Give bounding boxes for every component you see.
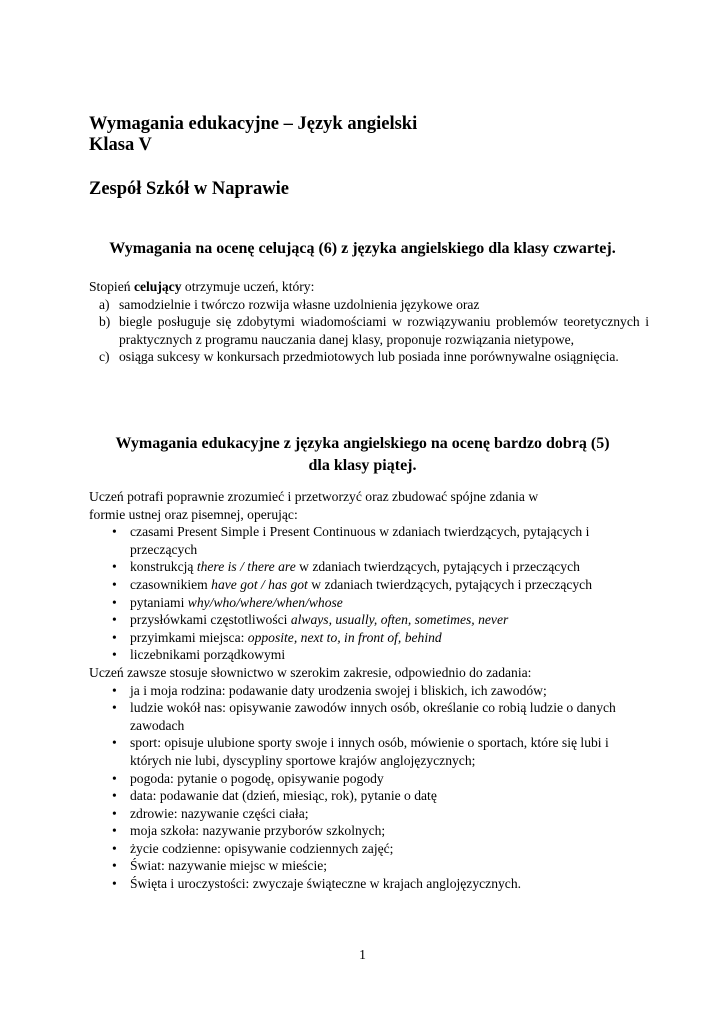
class-title: Klasa V — [89, 135, 152, 155]
bullet-icon: • — [112, 629, 117, 645]
bullet-icon: • — [112, 594, 117, 610]
grammar-list — [89, 523, 649, 664]
bullet-icon: • — [112, 735, 117, 751]
section1-body — [89, 278, 649, 366]
section1-intro: Stopień celujący otrzymuje uczeń, który: — [89, 279, 315, 294]
bullet-icon: • — [112, 682, 117, 698]
bullet-icon: • — [112, 576, 117, 592]
document-title: Wymagania edukacyjne – Język angielski — [89, 114, 418, 134]
section2-heading-line2: dla klasy piątej. — [308, 457, 417, 474]
bullet-icon: • — [112, 770, 117, 786]
bullet-icon: • — [112, 858, 117, 874]
vocab-item: • moja szkoła: nazywanie przyborów szkolnych; — [112, 823, 386, 839]
vocab-item: • ludzie wokół nas: opisywanie zawodów innych osób, określanie co robią ludzie o danych zawodach — [112, 700, 616, 733]
grammar-item: • pytaniami why/who/where/when/whose — [112, 594, 343, 610]
grammar-item: • konstrukcją there is / there are w zdaniach twierdzących, pytających i przeczących — [112, 559, 580, 575]
grammar-item: • czasami Present Simple i Present Continuous w zdaniach twierdzących, pytających i przeczących — [112, 524, 590, 557]
section2-intro-line2: formie ustnej oraz pisemnej, operując: — [89, 506, 298, 522]
vocab-item: • zdrowie: nazywanie części ciała; — [112, 805, 309, 821]
section2-body — [89, 488, 649, 893]
bullet-icon: • — [112, 524, 117, 540]
vocab-intro: Uczeń zawsze stosuje słownictwo w szerokim zakresie, odpowiednio do zadania: — [89, 664, 532, 680]
vocab-item: • pogoda: pytanie o pogodę, opisywanie pogody — [112, 770, 384, 786]
bullet-icon: • — [112, 559, 117, 575]
bullet-icon: • — [112, 612, 117, 628]
criteria-item: a) samodzielnie i twórczo rozwija własne uzdolnienia językowe oraz — [99, 296, 480, 312]
bullet-icon: • — [112, 647, 117, 663]
criteria-list — [89, 296, 649, 366]
criteria-item: b) biegle posługuje się zdobytymi wiadomościami w rozwiązywaniu problemów teoretycznych i praktycznych z programu nauczania danej klasy, proponuje rozwiązania nietypowe, — [99, 314, 649, 347]
vocab-item: • życie codzienne: opisywanie codziennych zajęć; — [112, 840, 394, 856]
grammar-item: • przysłówkami częstotliwości always, usually, often, sometimes, never — [112, 612, 509, 628]
vocab-item: • Świat: nazywanie miejsc w mieście; — [112, 858, 328, 874]
grammar-item: • przyimkami miejsca: opposite, next to, in front of, behind — [112, 629, 442, 645]
bullet-icon: • — [112, 823, 117, 839]
school-name: Zespół Szkół w Naprawie — [89, 179, 289, 199]
vocab-list — [89, 682, 649, 893]
bullet-icon: • — [112, 788, 117, 804]
bullet-icon: • — [112, 876, 117, 892]
criteria-marker: b) — [99, 314, 111, 330]
section1-heading: Wymagania na ocenę celującą (6) z języka angielskiego dla klasy czwartej. — [109, 240, 616, 257]
criteria-marker: c) — [99, 349, 110, 365]
vocab-item: • sport: opisuje ulubione sporty swoje i innych osób, mówienie o sportach, które się lubi i których nie lubi, dyscypliny sportowe krajów anglojęzycznych; — [112, 735, 609, 768]
bullet-icon: • — [112, 840, 117, 856]
vocab-item: • Święta i uroczystości: zwyczaje świąteczne w krajach anglojęzycznych. — [112, 876, 522, 892]
grammar-item: • czasownikiem have got / has got w zdaniach twierdzących, pytających i przeczących — [112, 576, 593, 592]
criteria-item: c) osiąga sukcesy w konkursach przedmiotowych lub posiada inne porównywalne osiągnięcia. — [99, 349, 619, 365]
bullet-icon: • — [112, 700, 117, 716]
section2-intro-line1: Uczeń potrafi poprawnie zrozumieć i przetworzyć oraz zbudować spójne zdania w — [89, 489, 539, 504]
vocab-item: • ja i moja rodzina: podawanie daty urodzenia swojej i bliskich, ich zawodów; — [112, 682, 547, 698]
vocab-item: • data: podawanie dat (dzień, miesiąc, rok), pytanie o datę — [112, 788, 437, 804]
page-number: 1 — [359, 947, 366, 962]
bullet-icon: • — [112, 805, 117, 821]
grammar-item: • liczebnikami porządkowymi — [112, 647, 286, 663]
grade-name: celujący — [133, 279, 182, 294]
criteria-marker: a) — [99, 296, 110, 312]
section2-heading-line1: Wymagania edukacyjne z języka angielskiego na ocenę bardzo dobrą (5) — [115, 435, 610, 452]
